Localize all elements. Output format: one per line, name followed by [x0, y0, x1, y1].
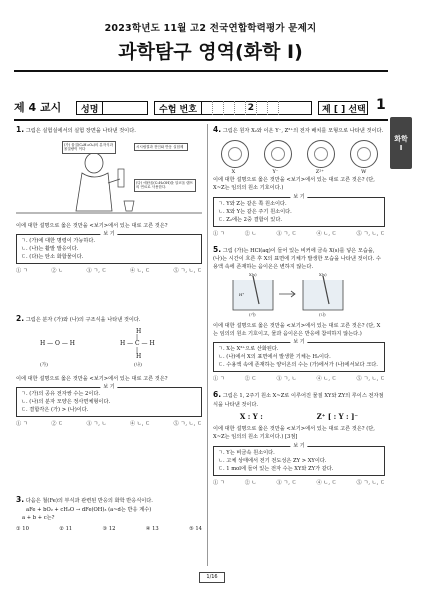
bogi-item: ㄱ. (가)의 공유 전자쌍 수는 2이다. — [21, 390, 101, 397]
bogi-box — [213, 442, 385, 476]
lewis-structure-xy: X : Y : — [239, 411, 263, 421]
choice-3[interactable]: ③ ㄱ, ㄴ — [276, 375, 297, 382]
choice-5[interactable]: ⑤ ㄱ, ㄴ, ㄷ — [356, 230, 385, 237]
electron-config-figure — [213, 140, 385, 168]
species-label: Y⁻ — [272, 168, 279, 175]
bogi-item: ㄴ. (나)의 분자 모양은 정사면체형이다. — [21, 398, 111, 405]
period-label: 제 4 교시 — [14, 101, 62, 114]
structure-a-label: (가) — [40, 362, 48, 368]
left-column — [16, 124, 202, 533]
choice-1[interactable]: ① ㄱ — [213, 375, 225, 382]
choice-2[interactable]: ② ㄴ — [244, 230, 257, 237]
bogi-title: 보 기 — [290, 443, 307, 451]
choice-5[interactable]: ⑤ ㄱ, ㄴ, ㄷ — [356, 375, 385, 382]
selection-box: 제 [ ] 선택 — [318, 101, 368, 115]
bogi-box — [16, 230, 202, 264]
exam-number-cell — [213, 101, 224, 115]
question-3 — [16, 494, 202, 533]
beaker-caption: (가) — [249, 311, 256, 317]
choice-2[interactable]: ② ㄴ — [51, 267, 64, 274]
question-number: 3. — [16, 494, 25, 504]
structure-b-bottom: H — [136, 352, 142, 360]
exam-number-box — [154, 101, 312, 115]
exam-number-digit: 2 — [246, 101, 257, 115]
side-tab-level: I — [399, 144, 403, 152]
answer-choices — [16, 267, 202, 275]
bogi-item: ㄱ. (가)에 대한 명령이 가능하다. — [21, 237, 96, 244]
figure-callout-b: 시시립결과 전인와 반응 실험제 — [134, 143, 188, 152]
bogi-title: 보 기 — [290, 194, 307, 202]
choice-5[interactable]: ⑤ ㄱ, ㄴ, ㄷ — [173, 267, 202, 274]
question-6 — [213, 389, 385, 487]
bogi-item: ㄷ. 1 mol에 들어 있는 전자 수는 XY와 ZY가 같다. — [218, 465, 334, 472]
question-prompt: 그림은 원자 X₂와 이온 Y⁻, Z²⁺의 전자 배치를 모형으로 나타낸 것이다. — [222, 128, 384, 134]
exam-number-cell — [268, 101, 279, 115]
question-4 — [213, 124, 385, 238]
question-prompt: 그림은 실험실에서의 실험 장면을 나타낸 것이다. — [25, 128, 136, 134]
bogi-item: ㄴ. (나)에서 X의 표면에서 발생한 기체는 H₂이다. — [218, 353, 331, 360]
question-number: 2. — [16, 313, 25, 323]
header-rule-top — [14, 70, 388, 72]
answer-choices — [213, 230, 385, 238]
question-number: 1. — [16, 125, 25, 134]
choice-2[interactable]: ② ㄴ — [244, 479, 257, 486]
beaker-label: X(s) — [319, 271, 327, 277]
answer-choices — [16, 420, 202, 428]
exam-number-cell — [235, 101, 246, 115]
column-divider — [207, 124, 208, 566]
page-indicator: 1/16 — [199, 572, 225, 583]
species-label: W — [361, 168, 367, 175]
choice-3[interactable]: ③ ㄱ, ㄷ — [86, 267, 107, 274]
bogi-box — [16, 383, 202, 417]
figure-callout-c: (다) 에탄올(C₂H₅OH)을 알코올 램프의 연료로 사용한다. — [134, 179, 196, 192]
subject-side-tab — [390, 117, 412, 169]
lewis-structure-zy: Z⁺ [ : Y : ]⁻ — [316, 411, 359, 421]
reaction-equation: aFe + bO₂ + cH₂O → dFe(OH)₃ (a~d는 반응 계수) — [26, 506, 152, 513]
bogi-item: ㄱ. X는 X²⁺으로 산화된다. — [218, 345, 279, 352]
choice-5[interactable]: ⑤ ㄱ, ㄴ, ㄷ — [356, 479, 385, 486]
header-rule-bottom — [14, 119, 388, 121]
name-label: 성명 — [77, 102, 103, 114]
choice-3[interactable]: ③ ㄱ, ㄷ — [276, 479, 297, 486]
question-stem: 이에 대한 설명으로 옳은 것만을 <보기>에서 있는 대로 고른 것은? — [16, 222, 168, 229]
answer-choices — [213, 479, 385, 487]
question-5 — [213, 244, 385, 383]
bogi-title: 보 기 — [290, 339, 307, 347]
bogi-box — [213, 338, 385, 372]
question-number: 4. — [213, 125, 222, 134]
exam-number-cell — [224, 101, 235, 115]
question-stem: 이에 대한 설명으로 옳은 것만을 <보기>에서 있는 대로 고른 것은? (단, X~Z는 임의의 원소 기호이다.) [3점] — [213, 426, 375, 441]
question-prompt: 다음은 철(Fe)의 부식과 관련된 반응의 화학 반응식이다. — [25, 497, 153, 504]
structure-b-top: H — [136, 327, 142, 335]
bogi-item: ㄷ. 결합각은 (가) > (나)이다. — [21, 406, 89, 413]
bogi-box — [213, 193, 385, 227]
structure-b-label: (나) — [134, 362, 142, 368]
choice-2[interactable]: ② ㄷ — [51, 420, 64, 427]
choice-3[interactable]: ③ ㄱ, ㄴ — [86, 420, 107, 427]
beaker-label: H⁺ — [239, 291, 245, 297]
exam-number-cell — [257, 101, 268, 115]
footer-page: 1 — [206, 574, 210, 580]
bogi-item: ㄴ. X와 Y는 같은 주기 원소이다. — [218, 208, 292, 215]
bogi-item: ㄱ. Y는 비금속 원소이다. — [218, 449, 275, 456]
question-stem: 이에 대한 설명으로 옳은 것만을 <보기>에서 있는 대로 고른 것은? (단, X는 임의의 원소 기호이고, 물과 음이온은 반응에 참여하지 않는다.) — [213, 322, 381, 337]
equation-question: a + b + c는? — [22, 514, 55, 521]
choice-2[interactable]: ② ㄷ — [244, 375, 257, 382]
lab-figure — [16, 139, 202, 219]
choice-5[interactable]: ⑤ ㄱ, ㄴ, ㄷ — [173, 420, 202, 427]
atom-model — [264, 140, 292, 168]
question-prompt: 그림은 분자 (가)와 (나)의 구조식을 나타낸 것이다. — [25, 316, 141, 323]
question-1 — [16, 124, 202, 275]
info-bar — [14, 97, 388, 117]
choice-4[interactable]: ④ 13 — [145, 525, 159, 532]
choice-1[interactable]: ① ㄱ — [213, 230, 225, 237]
atom-model — [350, 140, 378, 168]
exam-number-label: 수험 번호 — [155, 102, 202, 114]
bogi-title: 보 기 — [100, 384, 117, 392]
question-prompt: 그림은 1, 2주기 원소 X~Z로 이루어진 물질 XY와 ZY의 루이스 전자점식을 나타낸 것이다. — [213, 392, 384, 408]
choice-4[interactable]: ④ ㄴ, ㄷ — [316, 375, 337, 382]
figure-callout-a: (가) 물질(C₆H₁₂O₆)의 분자식과 몰질량이 이다 — [62, 141, 116, 154]
structure-a: H — O — H — [40, 339, 76, 347]
bogi-title: 보 기 — [100, 231, 117, 239]
bogi-item: ㄴ. (나)는 활발 발응이다. — [21, 245, 79, 252]
choice-4[interactable]: ④ ㄴ, ㄷ — [316, 479, 337, 486]
page-number: 1 — [376, 97, 386, 113]
species-label: X — [231, 168, 236, 175]
footer-total: 16 — [211, 574, 218, 580]
choice-4[interactable]: ④ ㄴ, ㄷ — [316, 230, 337, 237]
choice-4[interactable]: ④ ㄴ, ㄷ — [129, 420, 151, 427]
structure-b-bond: | — [136, 346, 139, 354]
beaker-caption: (나) — [319, 311, 326, 317]
right-column — [213, 124, 385, 487]
side-tab-subject: 화학 — [394, 135, 408, 143]
subject-title: 과학탐구 영역(화학 I) — [118, 41, 303, 63]
atom-model — [221, 140, 249, 168]
bogi-item: ㄱ. Y와 Z는 같은 쪽 원소이다. — [218, 200, 287, 207]
beaker-label: X(s) — [249, 271, 257, 277]
bogi-item: ㄷ. Z₂에는 2중 결합이 있다. — [218, 216, 282, 223]
atom-model — [307, 140, 335, 168]
structure-figure — [16, 325, 202, 375]
choice-4[interactable]: ④ ㄴ, ㄷ — [129, 267, 151, 274]
choice-1[interactable]: ① ㄱ — [213, 479, 225, 486]
question-stem: 이에 대한 설명으로 옳은 것만을 <보기>에서 있는 대로 고른 것은? (단, X~Z는 임의의 원소 기호이다.) — [213, 177, 375, 192]
beaker-figure — [213, 271, 385, 320]
species-labels — [213, 169, 385, 177]
bogi-item: ㄷ. (다)는 탄소 화합물이다. — [21, 253, 84, 260]
choice-1[interactable]: ① ㄱ — [16, 267, 28, 274]
bogi-item: ㄴ. 고체 상태에서 전기 전도성은 ZY > XY이다. — [218, 457, 327, 464]
choice-1[interactable]: ① ㄱ — [16, 420, 28, 427]
bogi-item: ㄷ. 수용액 속에 존재하는 양이온의 수는 (가)에서가 (나)에서보다 크다. — [218, 361, 378, 368]
choice-3[interactable]: ③ ㄱ, ㄷ — [276, 230, 297, 237]
question-prompt: 그림 (가)는 HCl(aq)이 들어 있는 비커에 금속 X(s)를 넣은 모습을, (나)는 시간이 흐른 후 X의 표면에 기체가 발생한 모습을 나타낸 것이다. 수용액 속에 존재하는 음이온은 변하지 않는다. — [213, 247, 381, 271]
answer-choices — [16, 525, 202, 533]
choice-2[interactable]: ② 11 — [59, 525, 73, 532]
species-label: Z²⁺ — [315, 168, 324, 175]
exam-number-cell — [202, 101, 213, 115]
answer-choices — [213, 375, 385, 383]
question-number: 5. — [213, 244, 222, 254]
name-box — [76, 101, 148, 115]
choice-1[interactable]: ① 10 — [16, 525, 29, 532]
question-number: 6. — [213, 389, 222, 399]
choice-3[interactable]: ③ 12 — [102, 525, 116, 532]
choice-5[interactable]: ⑤ 14 — [189, 525, 202, 532]
question-2 — [16, 313, 202, 428]
structure-b-bond: | — [136, 333, 139, 341]
question-stem: 이에 대한 설명으로 옳은 것만을 <보기>에서 있는 대로 고른 것은? — [16, 375, 168, 382]
exam-title: 2023학년도 11월 고2 전국연합학력평가 문제지 — [104, 23, 317, 34]
lewis-figure — [213, 412, 385, 423]
structure-b-mid: H — C — H — [120, 339, 155, 347]
